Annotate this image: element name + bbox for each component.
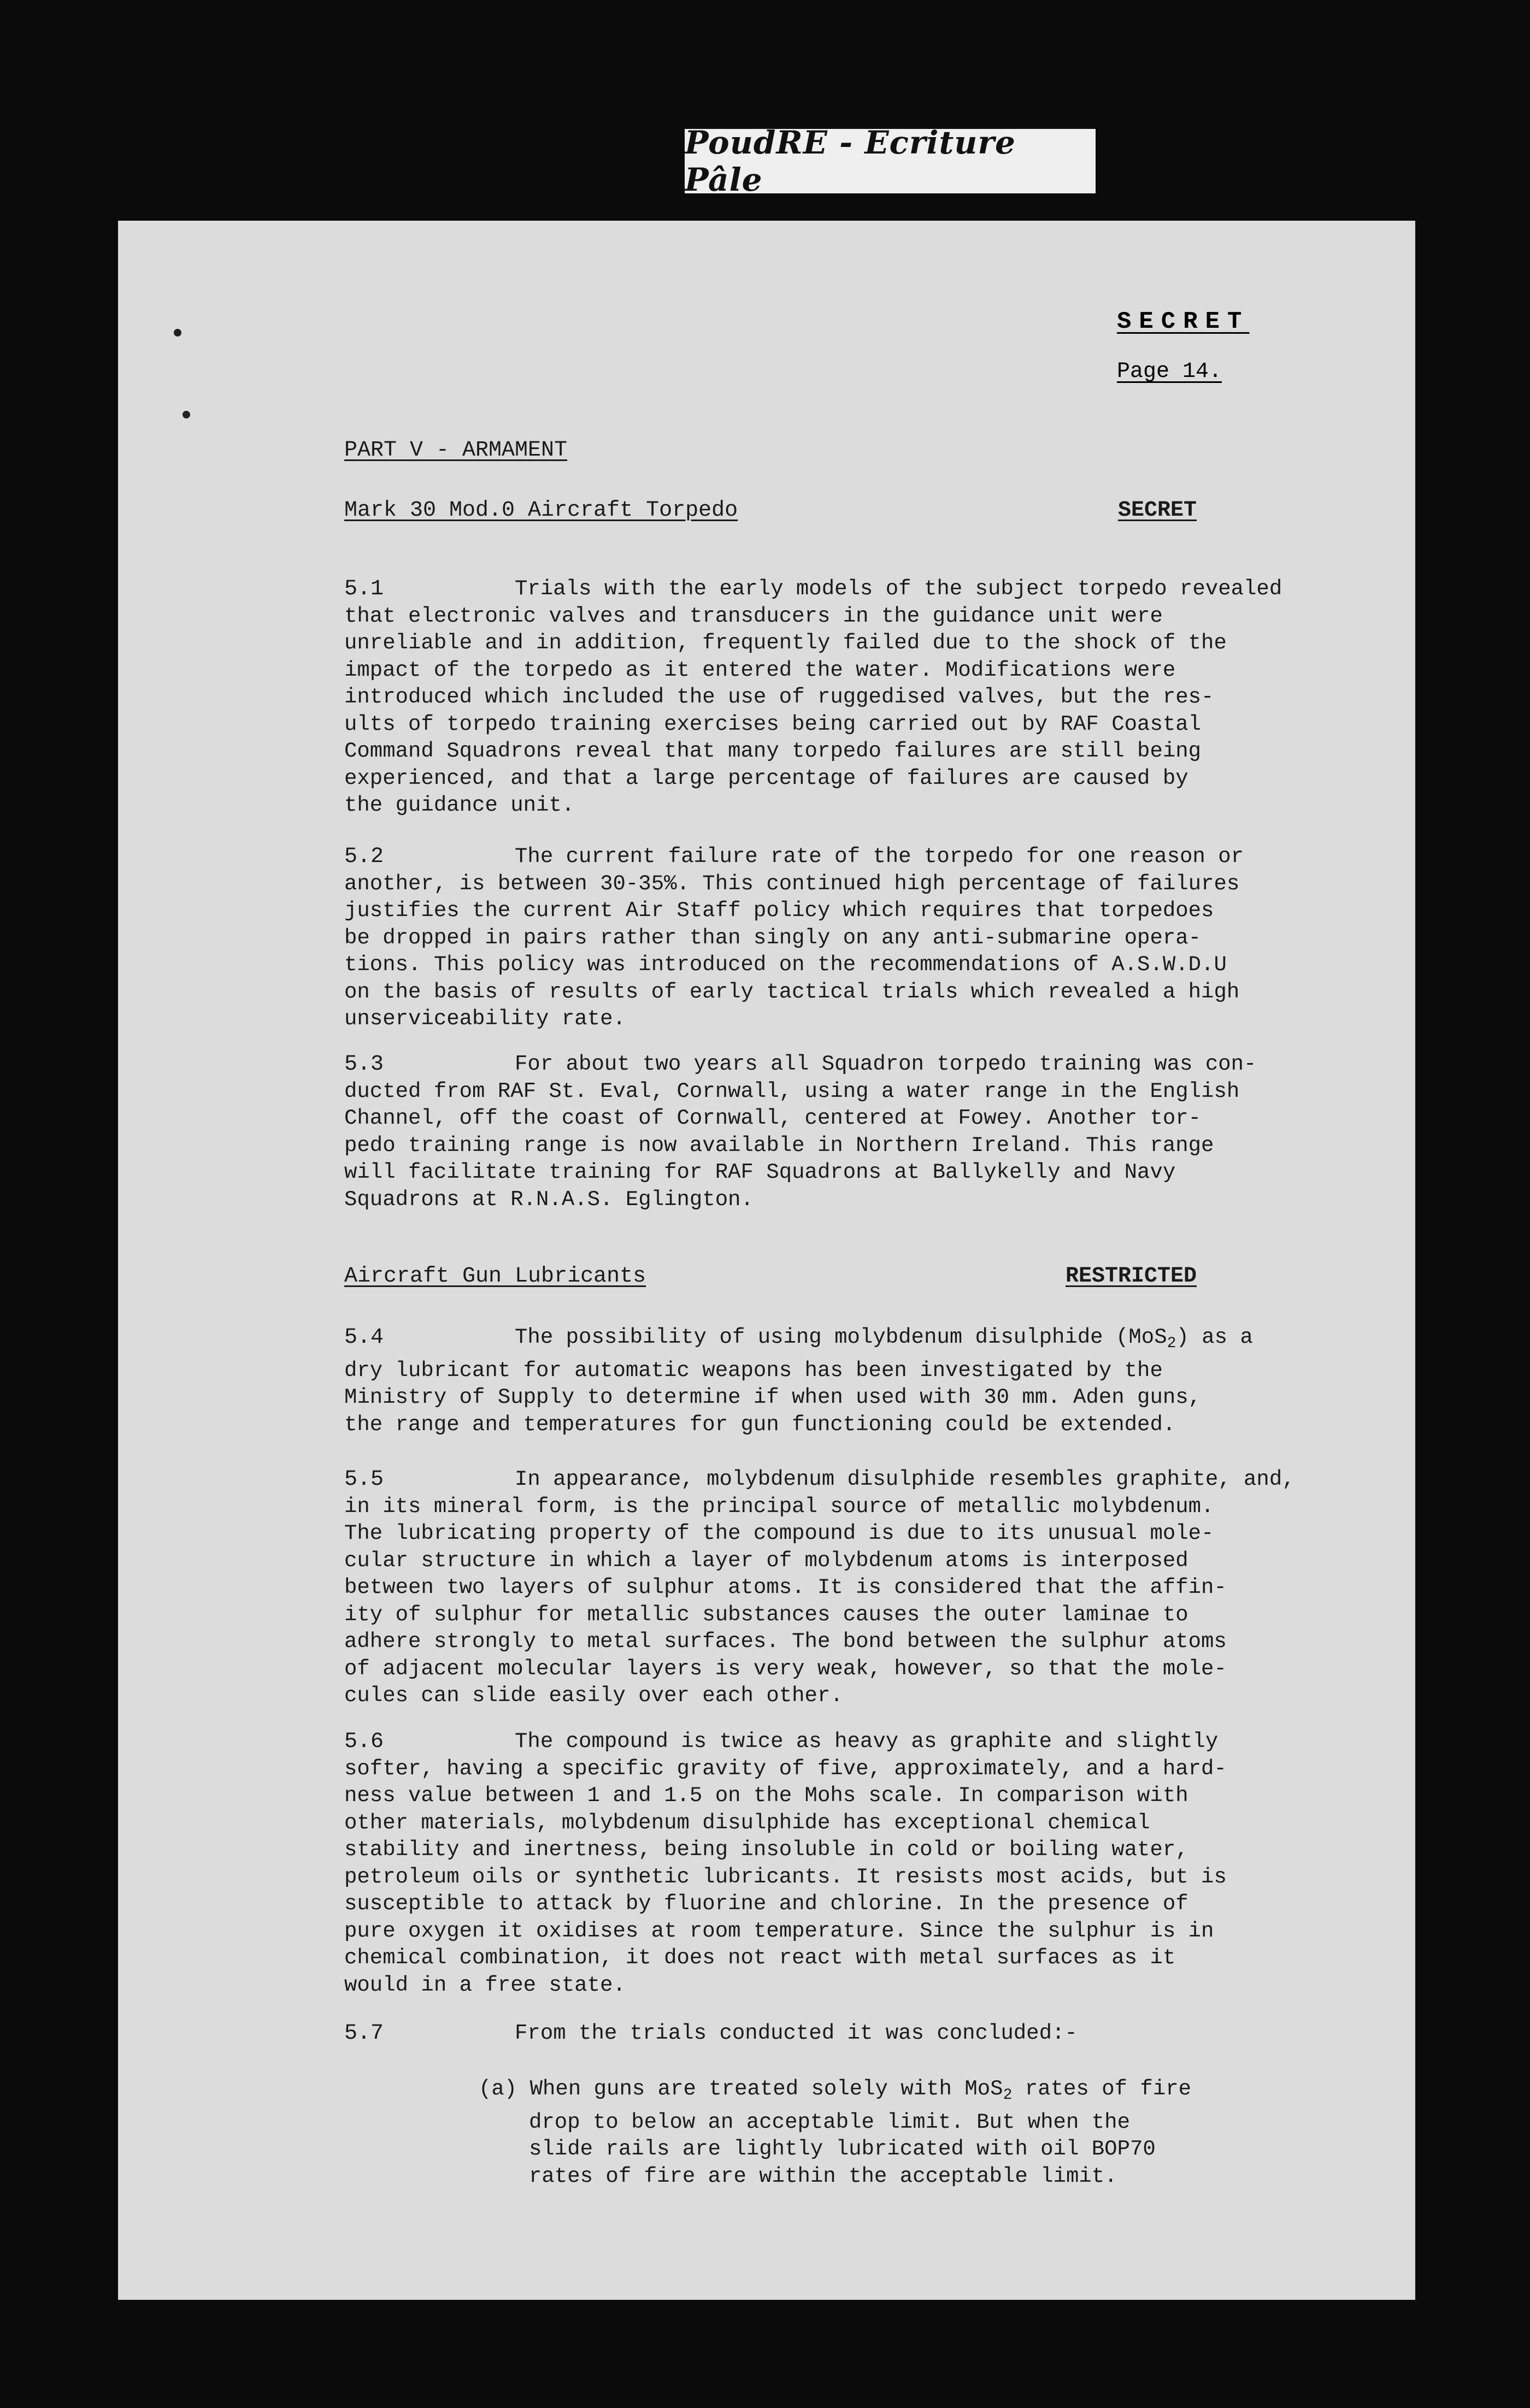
document-page: [118, 221, 1415, 2300]
punch-hole-mark: [174, 329, 181, 337]
item-label: (a): [479, 2077, 517, 2101]
paragraph-number: 5.6: [344, 1730, 384, 1754]
paragraph-number: 5.5: [344, 1467, 384, 1492]
paragraph-number: 5.3: [344, 1052, 384, 1077]
part-title-block: [344, 438, 1317, 463]
paragraph-text: From the trials conducted it was concluded:-: [515, 2021, 1078, 2045]
paragraph-lead: The possibility of using molybdenum disulphide (MoS: [515, 1325, 1167, 1349]
paragraph-text: For about two years all Squadron torpedo training was con- ducted from RAF St. Eval, Cornwall, using a water range in the English Channel, off the coast of Cornwall, centered at Fowey. Another tor- pedo training range is now available in Northern Ireland. This range will facilitate training for RAF Squadrons at Ballykelly and Navy Squadrons at R.N.A.S. Eglington.: [344, 1052, 1257, 1212]
paragraph-number: 5.7: [344, 2021, 384, 2046]
page-number: Page 14.: [1117, 359, 1222, 384]
section-title: Mark 30 Mod.0 Aircraft Torpedo: [344, 498, 738, 523]
paragraph-5-7: [344, 2020, 1317, 2047]
paragraph-text: dry lubricant for automatic weapons has been investigated by the Ministry of Supply to determine if when used with 30 mm. Aden guns, the range and temperatures for gun functioning could be extended.: [344, 1358, 1202, 1437]
section-classification: RESTRICTED: [1065, 1264, 1197, 1289]
paragraph-text: The current failure rate of the torpedo for one reason or another, is between 30-35%. This continued high percentage of failures justifies the current Air Staff policy which requires that torpedoes be dropped in pairs rather than singly on any anti-submarine opera- tions. This policy was introduced on the recommendations of A.S.W.D.U on the basis of results of early tactical trials which revealed a high unserviceability rate.: [344, 845, 1244, 1031]
section-heading-lubricants: [344, 1264, 1317, 1289]
paragraph-number: 5.2: [344, 845, 384, 869]
paragraph-number: 5.4: [344, 1325, 384, 1350]
classification-mark: SECRET: [1117, 308, 1250, 335]
archive-label-text: PoudRE - Ecriture Pâle: [685, 124, 1016, 198]
item-lead: When guns are treated solely with MoS: [529, 2077, 1003, 2101]
part-title: PART V - ARMAMENT: [344, 438, 568, 463]
paragraph-5-2: [344, 843, 1317, 1033]
paragraph-5-6: [344, 1728, 1317, 1999]
archive-label-tab: [685, 124, 1096, 198]
paragraph-5-4: [344, 1324, 1317, 1438]
section-title: Aircraft Gun Lubricants: [344, 1264, 646, 1289]
paragraph-text: The compound is twice as heavy as graphite and slightly softer, having a specific gravity of five, approximately, and a hard- ness value between 1 and 1.5 on the Mohs scale. In comparison with other materials, molybdenum disulphide has exceptional chemical stability and inertness, being insoluble in cold or boiling water, petroleum oils or synthetic lubricants. It resists most acids, but is susceptible to attack by fluorine and chlorine. In the presence of pure oxygen it oxidises at room temperature. Since the sulphur is in chemical combination, it does not react with metal surfaces as it would in a free state.: [344, 1730, 1227, 1997]
page-header: [1117, 308, 1281, 384]
subscript: 2: [1167, 1335, 1176, 1352]
subscript: 2: [1003, 2087, 1013, 2104]
punch-hole-mark: [183, 411, 190, 418]
paragraph-number: 5.1: [344, 577, 384, 601]
item-lead-tail: rates of fire: [1012, 2077, 1192, 2101]
section-heading-torpedo: [344, 498, 1317, 523]
paragraph-text: In appearance, molybdenum disulphide resembles graphite, and, in its mineral form, is the principal source of metallic molybdenum. The lubricating property of the compound is due to its unusual mole- cular structure in which a layer of molybdenum atoms is interposed between two layers of sulphur atoms. It is considered that the affin- ity of sulphur for metallic substances causes the outer laminae to adhere strongly to metal surfaces. The bond between the sulphur atoms of adjacent molecular layers is very weak, however, so that the mole- cules can slide easily over each other.: [344, 1467, 1295, 1708]
paragraph-5-5: [344, 1466, 1317, 1710]
paragraph-5-1: 5.1 Trials with the early models of the subject torpedo revealed that electronic valves and transducers in the guidance unit were unreliable and in addition, frequently failed due to the shock of the impact of the torpedo as it entered the water. Modifications were introduced which included the use of ruggedised valves, but the res- ults of torpedo training exercises being carried out by RAF Coastal Command Squadrons reveal that many torpedo failures are still being experienced, and that a large percentage of failures are caused by the guidance unit.: [344, 577, 1282, 817]
conclusion-item-a: [479, 2076, 1298, 2190]
section-classification: SECRET: [1117, 498, 1197, 523]
paragraph-lead-tail: ) as a: [1176, 1325, 1253, 1349]
item-text: drop to below an acceptable limit. But when the slide rails are lightly lubricated with oil BOP70 rates of fire are within the acceptable limit.: [529, 2110, 1156, 2188]
paragraph-5-3: [344, 1051, 1317, 1213]
